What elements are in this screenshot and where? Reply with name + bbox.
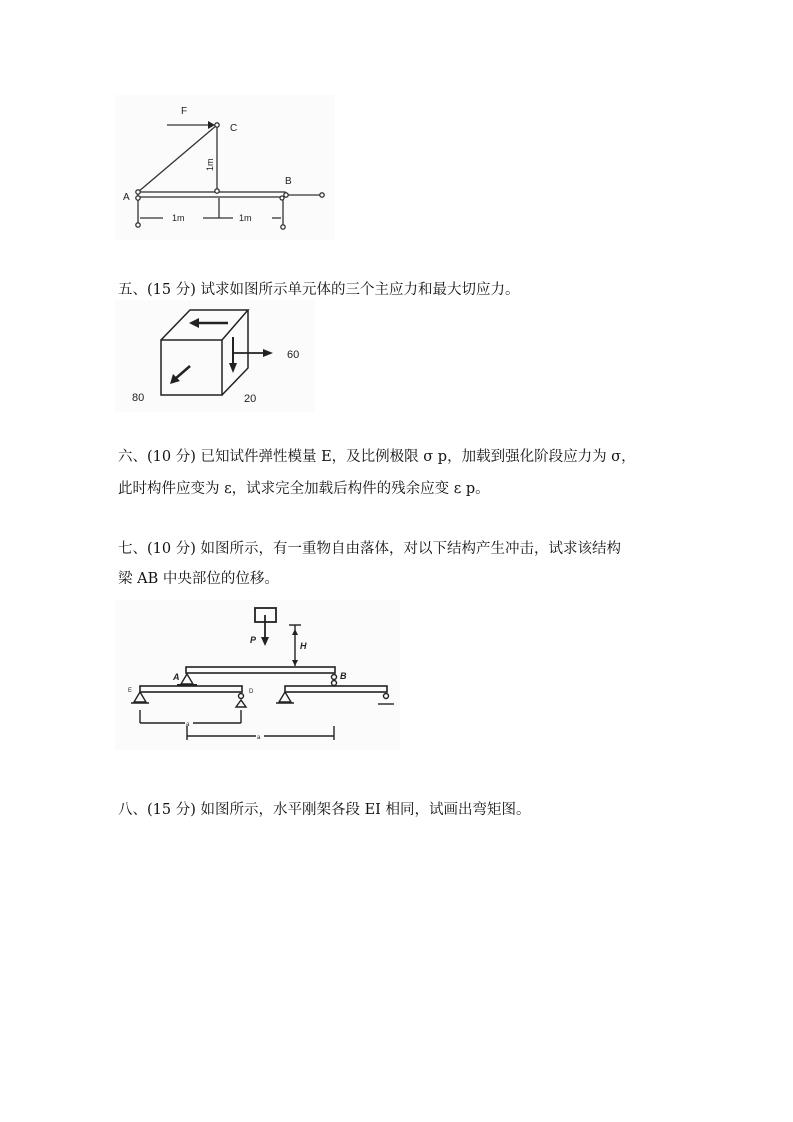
label-e: E <box>128 688 133 694</box>
question-6-line1: 六、(10 分) 已知试件弹性模量 E，及比例极限 σ p，加载到强化阶段应力为 σ， <box>118 449 636 465</box>
truss-figure <box>115 95 335 240</box>
beam-ed <box>140 686 242 692</box>
beam-ab <box>186 667 335 673</box>
label-dim-right: a <box>257 735 261 741</box>
label-dim-right: 1m <box>239 213 252 223</box>
arrow-80 <box>175 366 190 379</box>
label-60: 60 <box>287 349 300 361</box>
beam-right <box>285 686 387 692</box>
label-h: H <box>300 641 307 651</box>
impact-beam-figure <box>115 600 400 750</box>
label-c: C <box>230 123 238 134</box>
beam-ab <box>138 192 285 197</box>
label-20: 20 <box>244 393 257 405</box>
label-p: P <box>250 635 257 645</box>
label-f: F <box>181 106 188 117</box>
cube-front-face <box>161 340 222 395</box>
question-7-line2: 梁 AB 中央部位的位移。 <box>118 571 279 587</box>
label-a: A <box>123 192 130 203</box>
support-b <box>332 675 337 680</box>
question-8: 八、(15 分) 如图所示，水平刚架各段 EI 相同，试画出弯矩图。 <box>118 802 531 818</box>
support-a <box>181 674 193 684</box>
cube-top-face <box>161 310 248 340</box>
label-vertical-dim: 1m <box>205 158 215 171</box>
stress-cube-figure <box>115 300 315 412</box>
label-d: D <box>249 689 254 695</box>
label-dim-left: 1m <box>172 213 185 223</box>
label-dim-left: a <box>186 722 190 728</box>
support-e <box>134 692 146 702</box>
label-80: 80 <box>132 392 145 404</box>
label-a: A <box>173 672 180 682</box>
label-b: B <box>340 671 347 681</box>
support-right-pin <box>279 692 291 702</box>
question-7-line1: 七、(10 分) 如图所示，有一重物自由落体，对以下结构产生冲击，试求该结构 <box>118 541 621 557</box>
support-right-roller <box>384 694 389 699</box>
label-b: B <box>285 176 292 187</box>
support-d <box>239 694 244 699</box>
question-5: 五、(15 分) 试求如图所示单元体的三个主应力和最大切应力。 <box>118 282 520 298</box>
question-6-line2: 此时构件应变为 ε，试求完全加载后构件的残余应变 ε p。 <box>118 481 490 497</box>
